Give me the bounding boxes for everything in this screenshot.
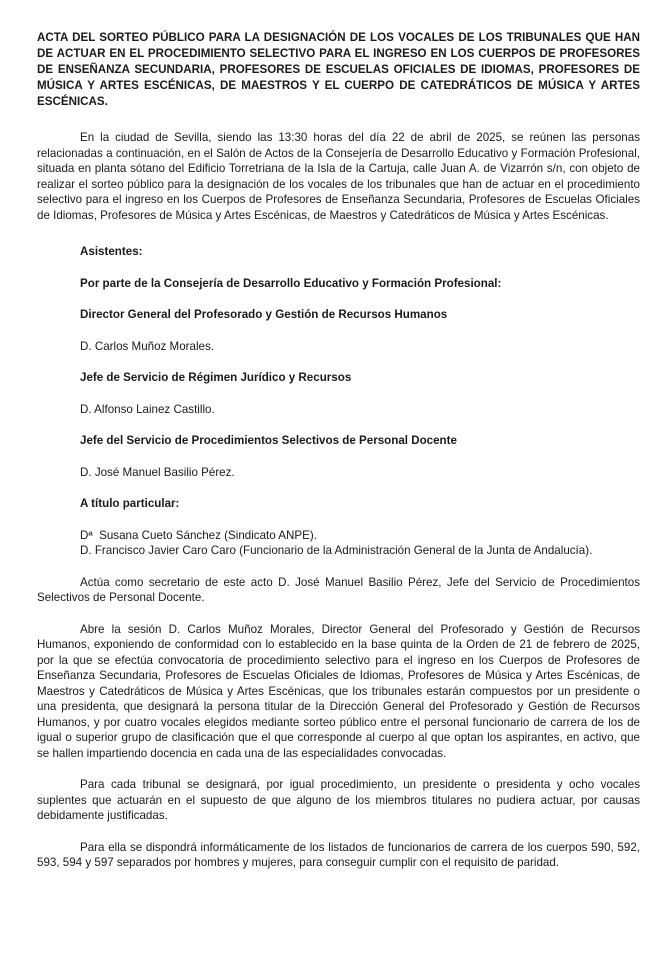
particular-item-1: Dª Susana Cueto Sánchez (Sindicato ANPE). [80,528,317,542]
apertura-paragraph: Abre la sesión D. Carlos Muñoz Morales, Director General del Profesorado y Gestión de Recursos Humanos, exponiendo de conformidad con lo establecido en la base quinta de la Orden de 21 de febrero de 2025, por la que se efectúa convocatoria de procedimiento selectivo para el ingreso en los Cuerpos de Profesores de Enseñanza Secundaria, Profesores de Escuelas Oficiales de Idiomas, Profesores de Música y Artes Escénicas, de Maestros y Catedráticos de Música y Artes Escénicas, que los tribunales estarán compuestos por un presidente o una presidenta, que designará la persona titular de la Dirección General del Profesorado y Gestión de Recursos Humanos, y por cuatro vocales elegidos mediante sorteo público entre el personal funcionario de carrera de los de igual o superior grupo de clasificación que el que corresponde al cuerpo al que optan los aspirantes, en activo, que se hallen impartiendo docencia en cada una de las especialidades convocadas. [37,622,640,760]
role-regimen-name: D. Alfonso Lainez Castillo. [80,402,215,416]
role-director-name: D. Carlos Muñoz Morales. [80,339,215,353]
particular-heading: A título particular: [80,497,180,510]
role-regimen-heading: Jefe de Servicio de Régimen Jurídico y Recursos [80,371,352,384]
role-director-heading: Director General del Profesorado y Gestión de Recursos Humanos [80,308,448,321]
particular-item-2: D. Francisco Javier Caro Caro (Funcionario de la Administración General de la Junta de Andalucía). [80,544,593,557]
suplentes-paragraph: Para cada tribunal se designará, por igual procedimiento, un presidente o presidenta y ocho vocales suplentes que actuarán en el supuesto de que alguno de los miembros titulares no pudiera actuar, por causas debidamente justificadas. [37,778,640,822]
secretario-paragraph: Actúa como secretario de este acto D. José Manuel Basilio Pérez, Jefe del Servicio de Procedimientos Selectivos de Personal Docente. [37,575,640,604]
role-procedimientos-heading: Jefe del Servicio de Procedimientos Selectivos de Personal Docente [80,434,457,447]
document-title: ACTA DEL SORTEO PÚBLICO PARA LA DESIGNACIÓN DE LOS VOCALES DE LOS TRIBUNALES QUE HAN DE ACTUAR EN EL PROCEDIMIENTO SELECTIVO PARA EL INGRESO EN LOS CUERPOS DE PROFESORES DE ENSEÑANZA SECUNDARIA, PROFESORES DE ESCUELAS OFICIALES DE IDIOMAS, PROFESORES DE MÚSICA Y ARTES ESCÉNICAS, DE MAESTROS Y EL CUERPO DE CATEDRÁTICOS DE MÚSICA Y ARTES ESCÉNICAS. [37,31,640,108]
listados-paragraph: Para ella se dispondrá informáticamente de los listados de funcionarios de carrera de los cuerpos 590, 592, 593, 594 y 597 separados por hombres y mujeres, para conseguir cumplir con el requisito de paridad. [37,840,640,869]
role-procedimientos-name: D. José Manuel Basilio Pérez. [80,465,235,479]
asistentes-heading: Asistentes: [80,245,143,258]
intro-paragraph: En la ciudad de Sevilla, siendo las 13:30 horas del día 22 de abril de 2025, se reúnen las personas relacionadas a continuación, en el Salón de Actos de la Consejería de Desarrollo Educativo y Formación Profesional, situada en planta sótano del Edificio Torretriana de la Isla de la Cartuja, calle Juan A. de Vizarrón s/n, con objeto de realizar el sorteo público para la designación de los vocales de los tribunales que han de actuar en el procedimiento selectivo para el ingreso en los Cuerpos de Profesores de Enseñanza Secundaria, Profesores de Escuelas Oficiales de Idiomas, Profesores de Música y Artes Escénicas, de Maestros y Catedráticos de Música y Artes Escénicas. [37,131,640,222]
consejeria-heading: Por parte de la Consejería de Desarrollo Educativo y Formación Profesional: [80,276,502,290]
